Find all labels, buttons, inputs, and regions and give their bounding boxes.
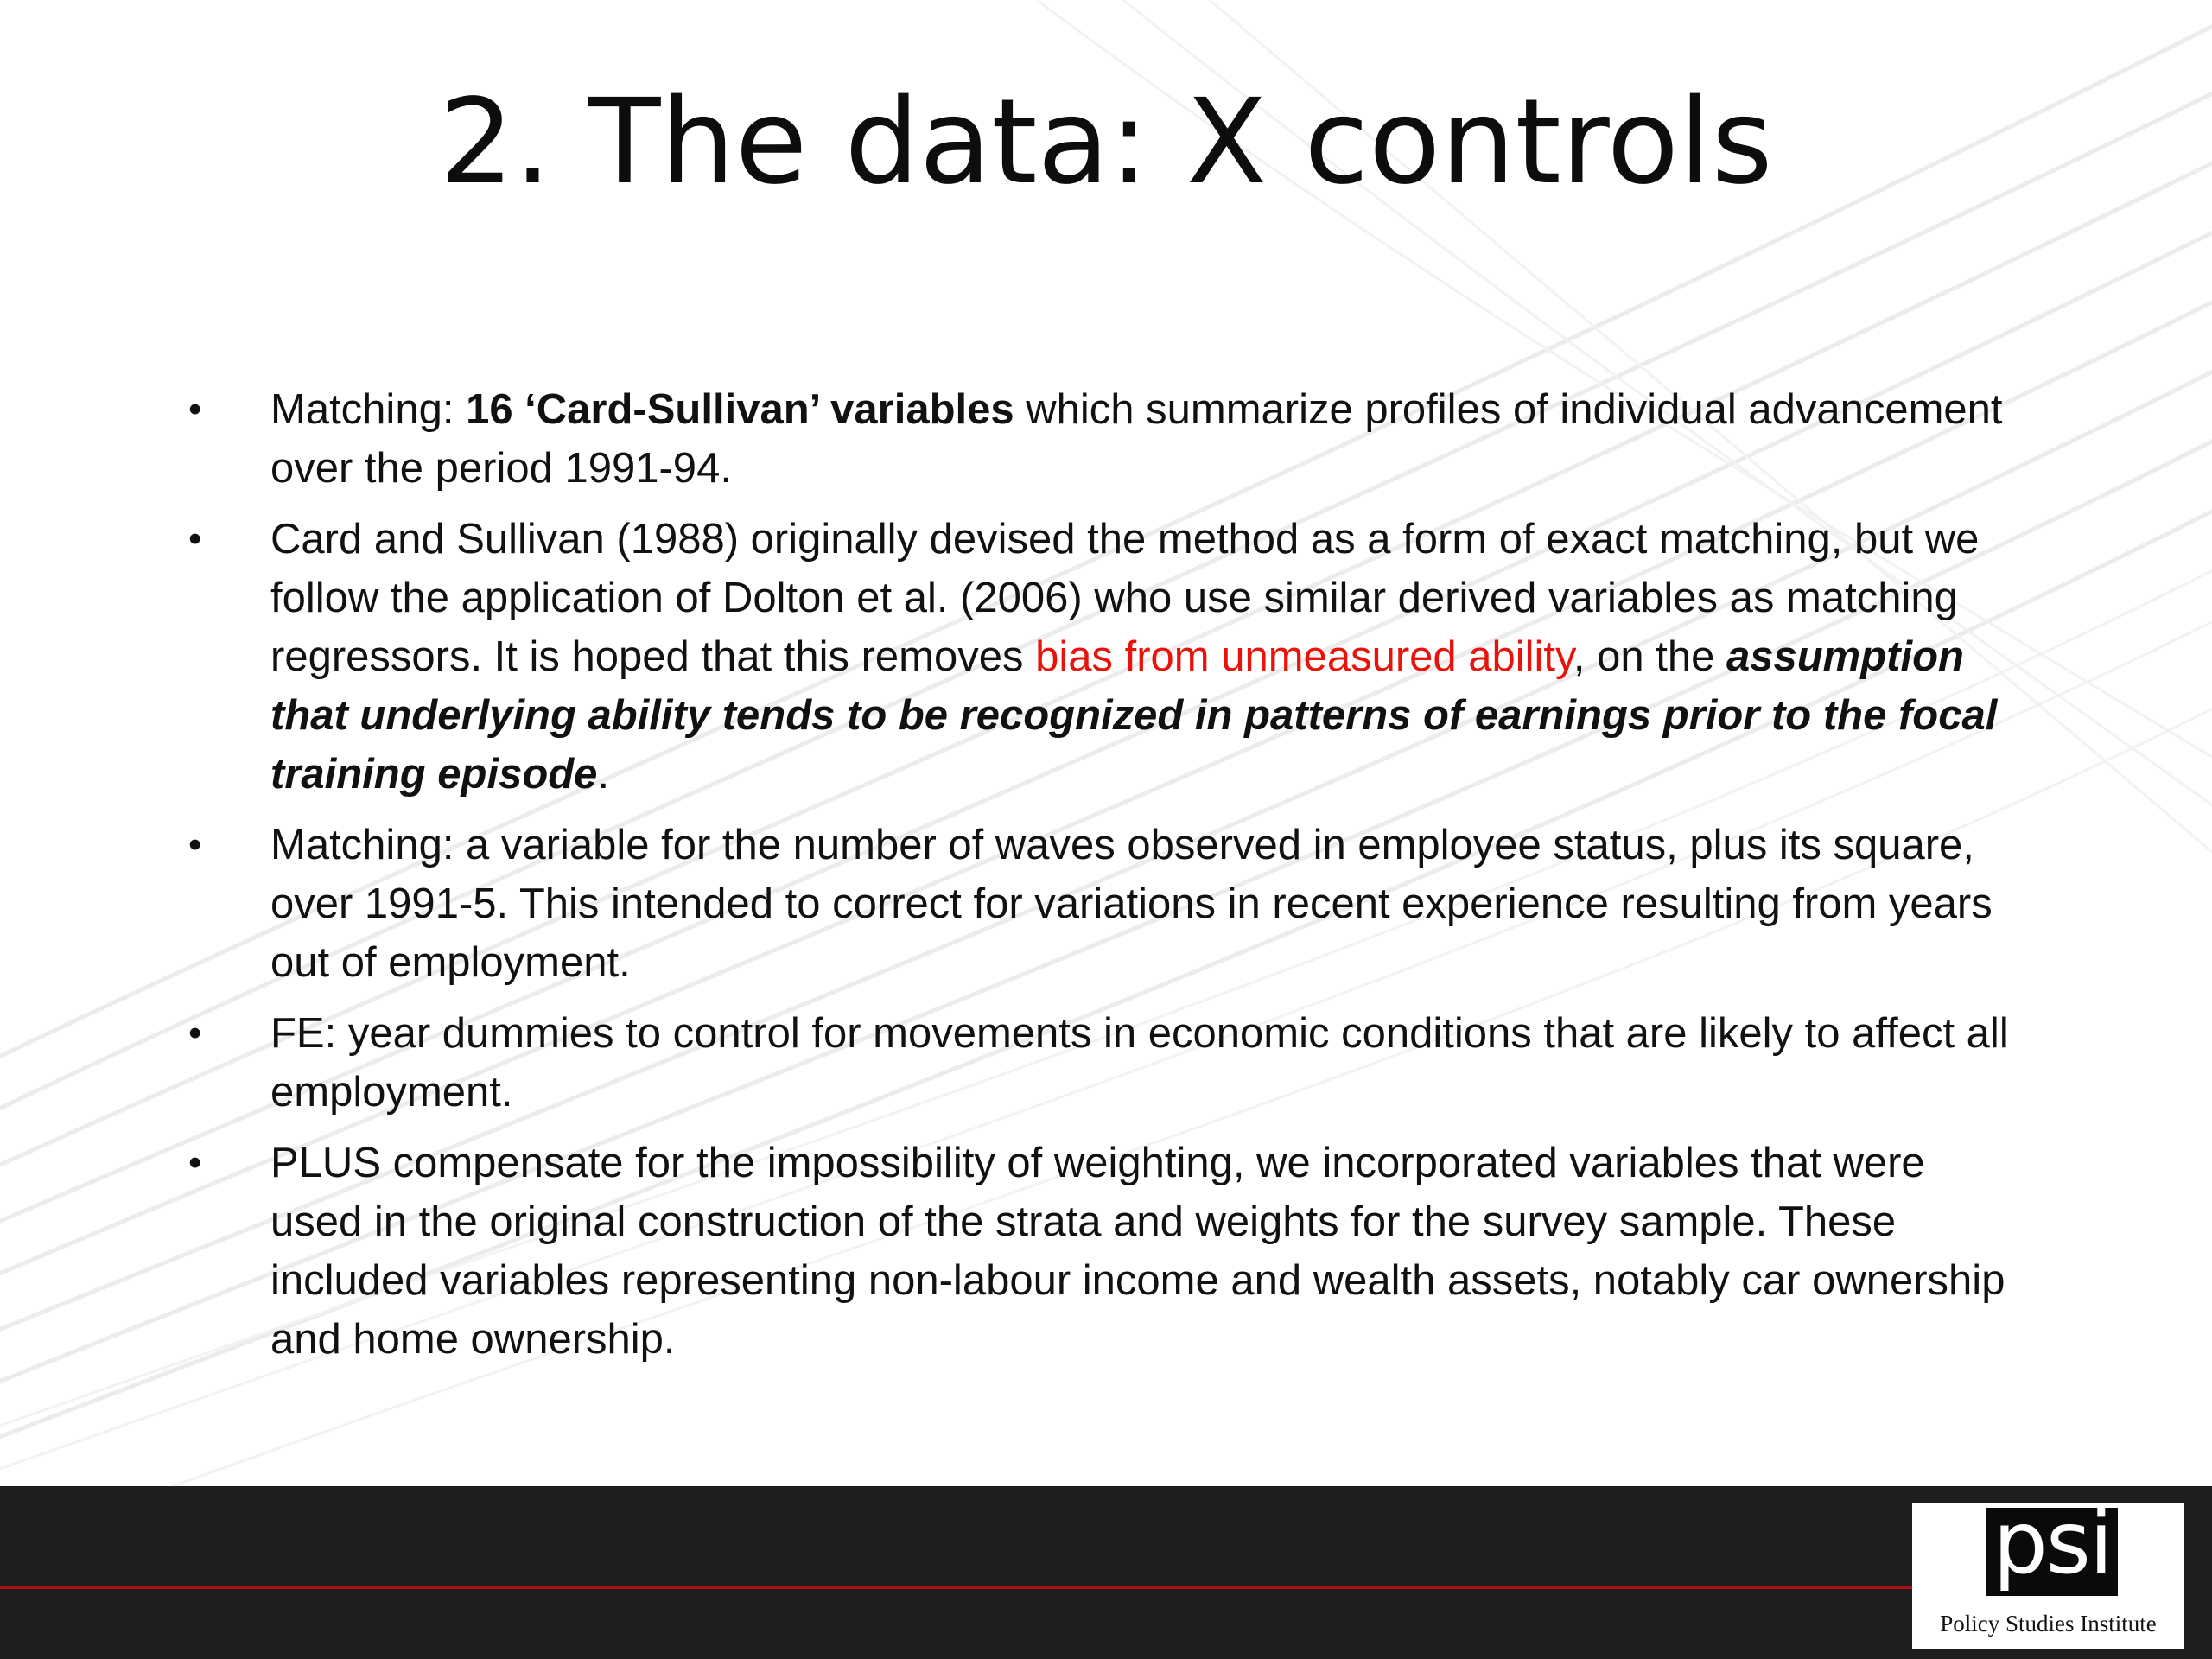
logo-text: psi xyxy=(1993,1492,2112,1593)
bullet-marker: • xyxy=(188,388,202,430)
bullet-item-weighting-compensation xyxy=(0,1134,2016,1369)
bullet-marker: • xyxy=(188,518,202,560)
bullet-item-card-and-sullivan xyxy=(0,510,2016,804)
bullet-bold-text: 16 ‘Card-Sullivan’ variables xyxy=(466,386,1014,433)
logo-mark xyxy=(1986,1492,2118,1596)
footer-bar xyxy=(0,1486,2212,1659)
slide-title: 2. The data: X controls xyxy=(439,74,1773,211)
bullet-marker: • xyxy=(188,1141,202,1184)
bullet-item-waves-observed xyxy=(0,816,2016,992)
bullet-highlight-text: bias from unmeasured ability xyxy=(1035,633,1573,680)
bullet-item-year-dummies xyxy=(0,1004,2016,1122)
psi-logo xyxy=(1912,1492,2184,1649)
bullet-text: , on the xyxy=(1573,633,1726,680)
bullet-text: FE: year dummies to control for movements in economic conditions that are likely to affect all employment. xyxy=(270,1010,2009,1116)
bullet-marker: • xyxy=(188,823,202,866)
bullet-text: Matching: xyxy=(270,386,467,433)
bullet-text: Matching: a variable for the number of waves observed in employee status, plus its square, over 1991-5. This intended to correct for variations in recent experience resulting from years out of employment. xyxy=(270,822,1993,986)
bullet-marker: • xyxy=(188,1012,202,1054)
bullet-text: . xyxy=(597,751,610,798)
bullet-item-card-sullivan-variables xyxy=(0,380,2016,498)
footer-accent-line xyxy=(0,1586,1918,1589)
logo-caption: Policy Studies Institute xyxy=(1940,1611,2157,1637)
bullet-emphasis-text: assumption that underlying ability tends to be recognized in patterns of earnings prior to the focal training episode xyxy=(270,633,1998,798)
bullet-list xyxy=(0,380,2212,1381)
bullet-text: PLUS compensate for the impossibility of weighting, we incorporated variables that were used in the original construction of the strata and weights for the survey sample. These included variables representing non-labour income and wealth assets, notably car ownership and home ownership. xyxy=(270,1140,2005,1363)
bullet-text: which summarize profiles of individual advancement over the period 1991-94. xyxy=(270,386,2003,492)
bullet-text: Card and Sullivan (1988) originally devised the method as a form of exact matching, but we follow the application of Dolton et al. (2006) who use similar derived variables as matching regressors. It is hoped that this removes xyxy=(270,516,1980,680)
